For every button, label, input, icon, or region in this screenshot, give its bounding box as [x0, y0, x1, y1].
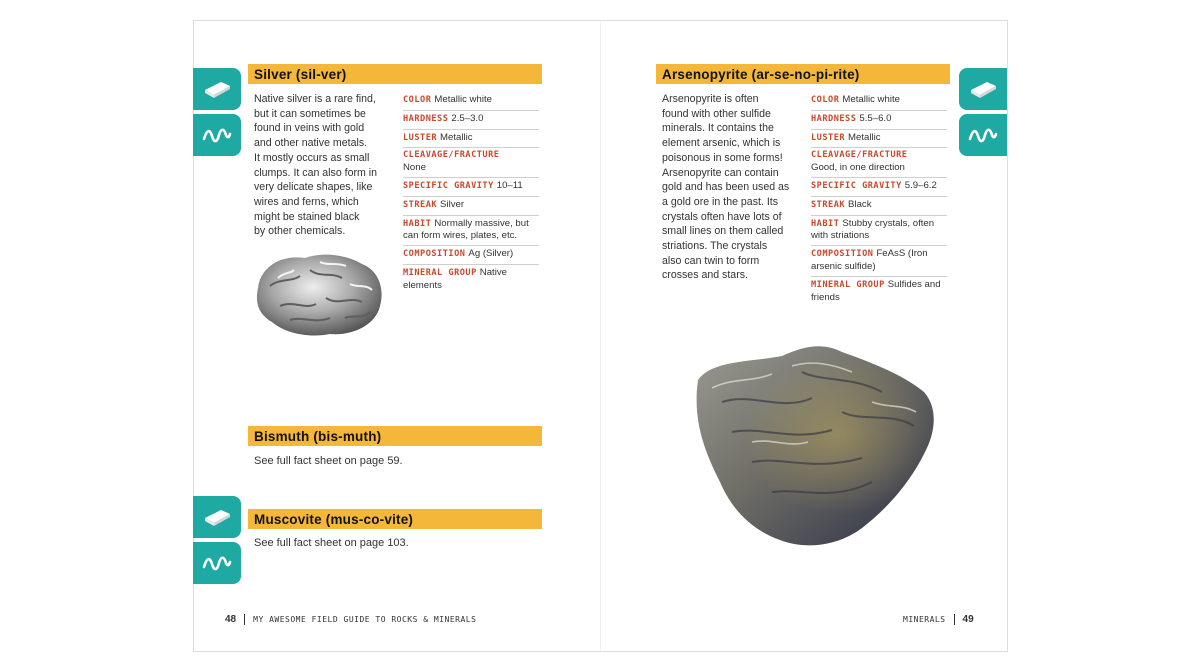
fact-label: CLEAVAGE/FRACTURE	[403, 150, 500, 161]
fact-label: COMPOSITION	[403, 249, 466, 260]
arsenopyrite-desc-line: Arsenopyrite can contain	[662, 166, 779, 179]
silver-desc-line: It mostly occurs as small	[254, 151, 370, 164]
bismuth-heading-bar	[248, 426, 542, 446]
fact-label: COLOR	[403, 95, 432, 105]
squiggle-icon	[201, 552, 233, 574]
fact-cleavage	[811, 148, 947, 178]
muscovite-heading: Muscovite (mus-co-vite)	[254, 511, 414, 527]
fact-habit	[403, 216, 539, 247]
arsenopyrite-desc-line: crystals often have lots of	[662, 210, 782, 223]
ingot-tab	[193, 496, 241, 538]
arsenopyrite-heading-bar	[656, 64, 950, 84]
silver-desc-line: clumps. It can also form in	[254, 166, 378, 179]
arsenopyrite-desc-line: also can twin to form	[662, 254, 760, 267]
silver-heading-bar	[248, 64, 542, 84]
arsenopyrite-category-tabs	[959, 68, 1007, 156]
arsenopyrite-desc-line: minerals. It contains the	[662, 122, 774, 135]
silver-desc-line: Native silver is a rare find,	[254, 93, 376, 105]
silver-desc-line: and other native metals.	[254, 137, 368, 150]
fact-mineral-group	[811, 277, 947, 307]
page-number: 48	[225, 614, 237, 625]
fact-specific-gravity	[811, 178, 947, 197]
bismuth-heading: Bismuth (bis-muth)	[254, 428, 382, 444]
arsenopyrite-desc-line: small lines on them called	[662, 225, 784, 238]
arsenopyrite-desc-line: gold and has been used as	[662, 181, 790, 194]
fact-value: 2.5–3.0	[451, 112, 484, 124]
arsenopyrite-description	[662, 92, 802, 283]
silver-nugget-photo	[250, 248, 388, 340]
arsenopyrite-desc-line: found with other sulfide	[662, 107, 771, 120]
ingot-icon	[968, 78, 998, 100]
left-footer	[225, 614, 476, 625]
ingot-tab	[959, 68, 1007, 110]
fact-value: 5.5–6.0	[859, 112, 892, 124]
arsenopyrite-desc-line: poisonous in some forms!	[662, 151, 783, 164]
fact-value: 5.9–6.2	[904, 179, 937, 191]
ingot-icon	[202, 78, 232, 100]
silver-category-tabs	[193, 68, 241, 156]
footer-divider	[954, 614, 955, 625]
fact-label: STREAK	[403, 199, 438, 210]
fact-cleavage	[403, 148, 539, 178]
fact-composition	[811, 246, 947, 277]
wire-tab	[959, 114, 1007, 156]
page-number: 49	[962, 614, 974, 625]
bismuth-note: See full fact sheet on page 59.	[254, 455, 403, 467]
right-footer	[903, 614, 974, 625]
fact-label: STREAK	[811, 199, 846, 210]
book-title: MY AWESOME FIELD GUIDE TO ROCKS & MINERALS	[253, 615, 477, 624]
muscovite-note: See full fact sheet on page 103.	[254, 537, 409, 549]
silver-description	[254, 92, 394, 239]
silver-heading: Silver (sil-ver)	[254, 66, 347, 82]
fact-value: Sulfides and friends	[811, 278, 941, 303]
fact-value: Normally massive, but can form wires, plates, etc.	[403, 217, 529, 242]
fact-luster	[403, 130, 539, 149]
fact-streak	[811, 197, 947, 216]
fact-label: MINERAL GROUP	[403, 267, 477, 278]
book-spine	[600, 20, 601, 650]
silver-desc-line: very delicate shapes, like	[254, 181, 373, 194]
silver-desc-line: but it can sometimes be	[254, 107, 366, 120]
footer-divider	[244, 614, 245, 625]
fact-label: COLOR	[811, 95, 840, 105]
arsenopyrite-heading: Arsenopyrite (ar-se-no-pi-rite)	[662, 66, 860, 82]
fact-value: Metallic white	[842, 94, 900, 105]
fact-label: HABIT	[811, 218, 840, 229]
fact-streak	[403, 197, 539, 216]
arsenopyrite-fact-list	[811, 92, 947, 306]
silver-desc-line: by other chemicals.	[254, 225, 346, 238]
section-title: MINERALS	[903, 615, 946, 624]
fact-label: HARDNESS	[403, 113, 449, 124]
fact-label: MINERAL GROUP	[811, 279, 885, 290]
ingot-icon	[202, 506, 232, 528]
squiggle-icon	[967, 124, 999, 146]
squiggle-icon	[201, 124, 233, 146]
muscovite-heading-bar	[248, 509, 542, 529]
arsenopyrite-rock-photo	[692, 342, 938, 548]
muscovite-category-tabs	[193, 496, 241, 584]
silver-desc-line: found in veins with gold	[254, 122, 365, 135]
fact-value: Native elements	[403, 266, 507, 291]
fact-value: Metallic	[440, 131, 473, 143]
fact-luster	[811, 130, 947, 149]
fact-value: Stubby crystals, often with striations	[811, 217, 935, 242]
arsenopyrite-desc-line: striations. The crystals	[662, 240, 768, 253]
fact-value: None	[403, 162, 426, 174]
silver-fact-list	[403, 92, 539, 295]
fact-hardness	[811, 111, 947, 130]
fact-composition	[403, 246, 539, 265]
fact-hardness	[403, 111, 539, 130]
arsenopyrite-desc-line: element arsenic, which is	[662, 137, 781, 150]
arsenopyrite-desc-line: Arsenopyrite is often	[662, 93, 759, 105]
wire-tab	[193, 114, 241, 156]
fact-habit	[811, 216, 947, 247]
fact-label: SPECIFIC GRAVITY	[403, 180, 494, 191]
fact-label: LUSTER	[403, 132, 438, 143]
fact-value: Silver	[440, 198, 465, 210]
fact-mineral-group	[403, 265, 539, 295]
wire-tab	[193, 542, 241, 584]
silver-desc-line: wires and ferns, which	[254, 195, 359, 208]
fact-value: FeAsS (Iron arsenic sulfide)	[811, 248, 928, 272]
arsenopyrite-desc-line: crosses and stars.	[662, 269, 748, 282]
silver-desc-line: might be stained black	[254, 210, 360, 223]
fact-label: HABIT	[403, 218, 432, 229]
fact-label: SPECIFIC GRAVITY	[811, 180, 902, 191]
fact-label: COMPOSITION	[811, 249, 874, 260]
fact-value: Black	[848, 198, 872, 210]
ingot-tab	[193, 68, 241, 110]
fact-specific-gravity	[403, 178, 539, 197]
fact-color	[403, 92, 539, 111]
fact-value: 10–11	[496, 179, 523, 191]
fact-value: Ag (Silver)	[468, 248, 514, 260]
fact-value: Metallic white	[434, 94, 492, 105]
fact-label: CLEAVAGE/FRACTURE	[811, 150, 908, 161]
fact-label: LUSTER	[811, 132, 846, 143]
fact-color	[811, 92, 947, 111]
arsenopyrite-desc-line: a gold ore in the past. Its	[662, 195, 779, 208]
fact-label: HARDNESS	[811, 113, 857, 124]
fact-value: Metallic	[848, 131, 881, 143]
fact-value: Good, in one direction	[811, 162, 905, 174]
